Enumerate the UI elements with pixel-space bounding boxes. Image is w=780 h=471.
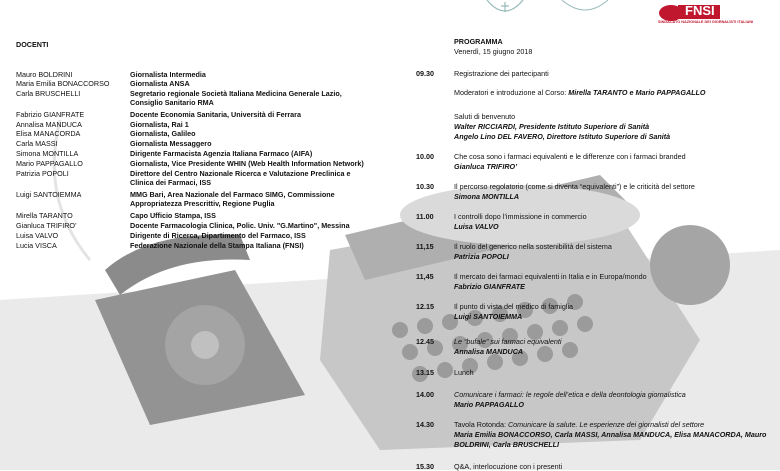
docente-name: Fabrizio GIANFRATE bbox=[16, 110, 85, 119]
docente-role: Clinica dei Farmaci, ISS bbox=[130, 178, 212, 187]
program-title: Comunicare i farmaci: le regole dell’etica e della deontologia giornalistica bbox=[454, 390, 686, 399]
docente-role: Docente Farmacologia Clinica, Polic. Univ. "G.Martino", Messina bbox=[130, 221, 350, 230]
docente-name: Annalisa MANDUCA bbox=[16, 120, 82, 129]
program-time: 11.00 bbox=[416, 212, 434, 221]
program-speaker: Angelo Lino DEL FAVERO, Direttore Istituto Superiore di Sanità bbox=[454, 132, 671, 141]
docente-role: Segretario regionale Società Italiana Medicina Generale Lazio, bbox=[130, 89, 342, 98]
docente-role: Docente Economia Sanitaria, Università di Ferrara bbox=[130, 110, 301, 119]
fnsi-logo bbox=[658, 0, 758, 27]
program-speaker: Patrizia POPOLI bbox=[454, 252, 509, 261]
program-title: Moderatori e introduzione al Corso: Mirella TARANTO e Mario PAPPAGALLO bbox=[454, 88, 706, 97]
seal-icon bbox=[560, 0, 610, 14]
docente-name: Maria Emilia BONACCORSO bbox=[16, 79, 110, 88]
program-time: 12.45 bbox=[416, 337, 434, 346]
program-time: 09.30 bbox=[416, 69, 434, 78]
docente-name: Gianluca TRIFIRO’ bbox=[16, 221, 77, 230]
programma-heading: PROGRAMMA bbox=[454, 37, 503, 46]
program-time: 14.30 bbox=[416, 420, 434, 429]
docente-name: Mirella TARANTO bbox=[16, 211, 73, 220]
docente-role: Giornalista, Vice Presidente WHIN (Web Health Information Network) bbox=[130, 159, 364, 168]
program-title: Il punto di vista del medico di famiglia bbox=[454, 302, 574, 311]
program-speaker: Maria Emilia BONACCORSO, Carla MASSI, Annalisa MANDUCA, Elisa MANACORDA, Mauro bbox=[454, 430, 767, 439]
docente-role: Capo Ufficio Stampa, ISS bbox=[130, 211, 216, 220]
docente-role: Appropriatezza Prescrittiv, Regione Puglia bbox=[130, 199, 275, 208]
round-table-topic: Comunicare la salute. Le esperienze dei giornalisti del settore bbox=[507, 420, 705, 429]
docente-role: Federazione Nazionale della Stampa Italiana (FNSI) bbox=[130, 241, 304, 250]
program-speaker: Simona MONTILLA bbox=[454, 192, 520, 201]
docente-role: Giornalista Intermedia bbox=[130, 70, 206, 79]
partner-logo bbox=[560, 0, 610, 14]
docente-role: MMG Bari, Area Nazionale del Farmaco SIMG, Commissione bbox=[130, 190, 335, 199]
docente-role: Giornalista, Galileo bbox=[130, 129, 196, 138]
docente-name: Patrizia POPOLI bbox=[16, 169, 69, 178]
docente-name: Mario PAPPAGALLO bbox=[16, 159, 83, 168]
fnsi-wordmark: FNSI bbox=[685, 3, 715, 18]
docente-name: Luigi SANTOIEMMA bbox=[16, 190, 82, 199]
docente-role: Direttore del Centro Nazionale Ricerca e Valutazione Preclinica e bbox=[130, 169, 351, 178]
program-time: 12.15 bbox=[416, 302, 434, 311]
program-speaker: Walter RICCIARDI, Presidente Istituto Superiore di Sanità bbox=[454, 122, 650, 131]
docente-name: Mauro BOLDRINI bbox=[16, 70, 73, 79]
program-title: Il mercato dei farmaci equivalenti in Italia e in Europa/mondo bbox=[454, 272, 647, 281]
program-title: Lunch bbox=[454, 368, 474, 377]
docente-name: Elisa MANACORDA bbox=[16, 129, 81, 138]
program-title: I controlli dopo l’immissione in commercio bbox=[454, 212, 587, 221]
fnsi-subtitle: SINDACATO NAZIONALE DEI GIORNALISTI ITALIANI bbox=[658, 20, 754, 24]
docente-name: Lucia VISCA bbox=[16, 241, 57, 250]
moderators: Mirella TARANTO e Mario PAPPAGALLO bbox=[568, 88, 706, 97]
program-time: 11,45 bbox=[416, 272, 434, 281]
program-time: 10.30 bbox=[416, 182, 434, 191]
program-time: 10.00 bbox=[416, 152, 434, 161]
docente-role: Dirigente di Ricerca, Dipartimento del Farmaco, ISS bbox=[130, 231, 306, 240]
program-time: 13.15 bbox=[416, 368, 434, 377]
program-title: Il ruolo del generico nella sostenibilità del sistema bbox=[454, 242, 612, 251]
program-time: 14.00 bbox=[416, 390, 434, 399]
docente-role: Giornalista Messaggero bbox=[130, 139, 212, 148]
program-time: 11,15 bbox=[416, 242, 434, 251]
iss-logo bbox=[485, 0, 525, 18]
program-title: Il percorso regolatorio (come si diventa “equivalenti”) e le criticità del settore bbox=[454, 182, 695, 191]
program-speaker: Gianluca TRIFIRO’ bbox=[454, 162, 518, 171]
program-speaker: Fabrizio GIANFRATE bbox=[454, 282, 525, 291]
program-title: Tavola Rotonda: Comunicare la salute. Le esperienze dei giornalisti del settore bbox=[454, 420, 705, 429]
program-title: Le “bufale” sui farmaci equivalenti bbox=[454, 337, 562, 346]
program-speaker: BOLDRINI, Carla BRUSCHELLI bbox=[454, 440, 560, 449]
program-title: Registrazione dei partecipanti bbox=[454, 69, 549, 78]
program-speaker: Luisa VALVO bbox=[454, 222, 499, 231]
program-time: 15.30 bbox=[416, 462, 434, 471]
docente-role: Giornalista ANSA bbox=[130, 79, 190, 88]
iss-emblem-icon bbox=[485, 0, 525, 18]
program-title: Q&A, interlocuzione con i presenti bbox=[454, 462, 563, 471]
program-title: Che cosa sono i farmaci equivalenti e le differenze con i farmaci branded bbox=[454, 152, 686, 161]
program-speaker: Mario PAPPAGALLO bbox=[454, 400, 525, 409]
docente-role: Dirigente Farmacista Agenzia Italiana Farmaco (AIFA) bbox=[130, 149, 313, 158]
docente-name: Carla BRUSCHELLI bbox=[16, 89, 81, 98]
docente-name: Luisa VALVO bbox=[16, 231, 59, 240]
program-speaker: Luigi SANTOIEMMA bbox=[454, 312, 523, 321]
docente-role: Consiglio Sanitario RMA bbox=[130, 98, 214, 107]
docenti-heading: DOCENTI bbox=[16, 40, 49, 49]
programma-date: Venerdì, 15 giugno 2018 bbox=[454, 47, 533, 56]
docente-name: Simona MONTILLA bbox=[16, 149, 79, 158]
program-speaker: Annalisa MANDUCA bbox=[454, 347, 524, 356]
program-title: Saluti di benvenuto bbox=[454, 112, 516, 121]
docente-name: Carla MASSI bbox=[16, 139, 58, 148]
docente-role: Giornalista, Rai 1 bbox=[130, 120, 189, 129]
